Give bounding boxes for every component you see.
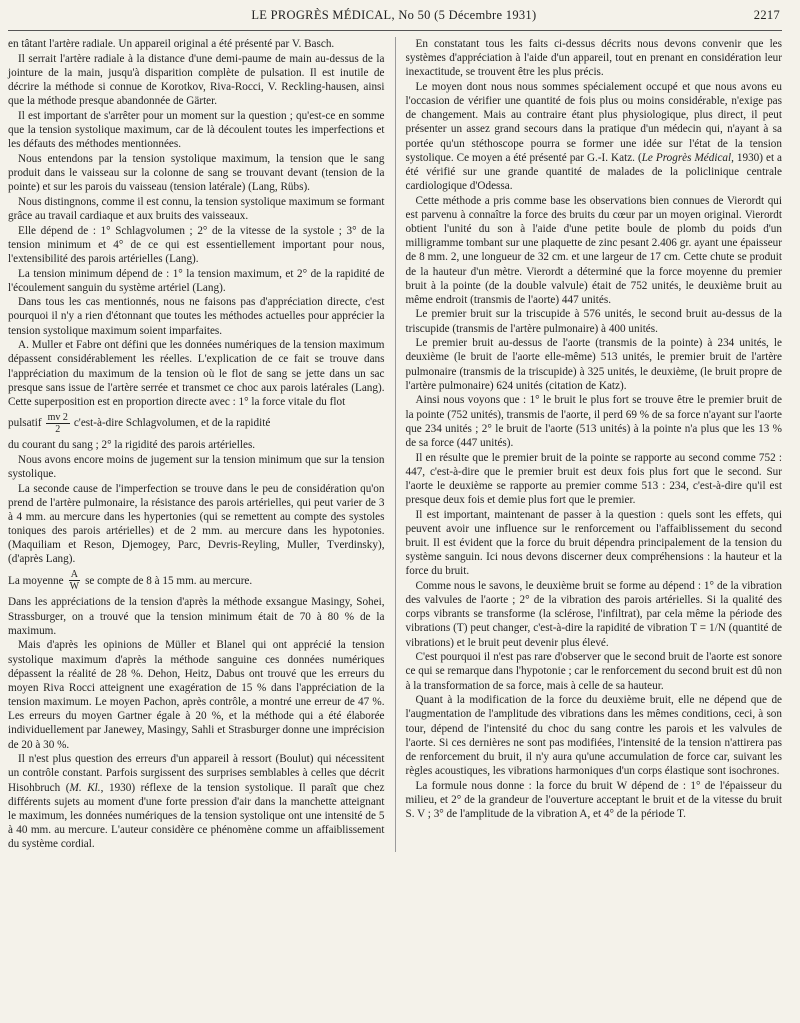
text-columns bbox=[8, 37, 782, 852]
fraction bbox=[46, 412, 70, 435]
paragraph: Ainsi nous voyons que : 1° le bruit le plus fort se trouve être le premier bruit de la pointe (752 unités), transmis de l'aorte, il perd 69 % de sa force n'ayant sur l'aorte que 234 unités ; 2° le bruit de l'aorte (513 unités) à la pointe n'a plus que les 13 % de sa force (447 unités). bbox=[405, 394, 782, 449]
paragraph: Quant à la modification de la force du deuxième bruit, elle ne dépend que de l'augmentation de l'amplitude des vibrations dans les mêmes conditions, ceci, à son tour, dépend de l'intensité du choc du sang contre les parois et les valvules de l'aorte. Si ces dernières ne sont pas modifiées, l'intensité de la tension n'attirera pas de renforcement du bruit, il n'y aura qu'une accumulation de force car, suivant les règles acoustiques, les vibrations harmoniques d'un corps élastique sont isochrones. bbox=[405, 694, 782, 777]
paragraph: Nous distingnons, comme il est connu, la tension systolique maximum se formant grâce au travail cardiaque et aux bruits des vaisseaux. bbox=[8, 195, 385, 222]
text-run: , 1930) réflexe de la tension systolique. Il paraît que chez différents sujets au moment d'une forte pression d'air dans la manchette atteignant le maximum, les données numériques de la tension systolique ont une intensité de 5 à 40 mm. au mercure. L'auteur considère ce phénomène comme un affaiblissement du système cordial. bbox=[8, 781, 385, 851]
formula-prefix: pulsatif bbox=[8, 417, 42, 430]
fraction bbox=[68, 569, 81, 592]
paragraph: C'est pourquoi il n'est pas rare d'observer que le second bruit de l'aorte est sonore ce qui se remarque dans l'hypotonie ; car le renforcement du second bruit est dû non à la transformation de sa force, mais à celle de sa hauteur. bbox=[405, 651, 782, 692]
paragraph: Il en résulte que le premier bruit de la pointe se rapporte au second comme 752 : 447, c'est-à-dire que le premier bruit est deux fois plus fort que le second. Sur l'aorte le deuxième se rapporte au premier comme 513 : 234, c'est-à-dire qu'il est presque deux fois et demie plus fort que le premier. bbox=[405, 451, 782, 506]
paragraph: Elle dépend de : 1° Schlagvolumen ; 2° de la vitesse de la systole ; 3° de la tension minimum et 4° de ce qui est essentiellement important pour nous, l'extensibilité des parois artérielles (Lang). bbox=[8, 224, 385, 265]
paragraph bbox=[8, 752, 385, 851]
running-header bbox=[8, 8, 782, 26]
citation-italic: Le Progrès Médical bbox=[641, 151, 732, 164]
paragraph: Le premier bruit au-dessus de l'aorte (transmis de la pointe) à 234 unités, le deuxième (le bruit de l'aorte elle-même) 513 unités, le premier bruit de l'artère pulmonaire (transmis de la triscupide) à 325 unités, le deuxième, (le bruit propre de l'artère pulmonaire) 624 unités (citation de Katz). bbox=[405, 337, 782, 392]
paragraph: en tâtant l'artère radiale. Un appareil original a été présenté par V. Basch. bbox=[8, 38, 335, 50]
fraction-denominator: W bbox=[69, 581, 80, 593]
paragraph: Il serrait l'artère radiale à la distance d'une demi-paume de main au-dessus de la jointure de la main, jusqu'à disparition complète de pulsation. Il est inutile de décrire la méthode si connue de Korotkov, Riva-Rocci, V. Reckling-hausen, ainsi que la méthode presque abandonnée de Gärter. bbox=[8, 52, 385, 108]
paragraph: Nous entendons par la tension systolique maximum, la tension que le sang produit dans le vaisseau sur la colonne de sang se trouvant devant (tension de la pointe) et sur les parois du vaisseau (tension latérale) (Lang, Rübs). bbox=[8, 152, 385, 194]
header-rule bbox=[8, 30, 782, 31]
paragraph: du courant du sang ; 2° la rigidité des parois artérielles. bbox=[8, 439, 256, 452]
left-column bbox=[8, 37, 385, 852]
paragraph: Dans tous les cas mentionnés, nous ne faisons pas d'appréciation directe, c'est pourquoi il n'y a rien d'étonnant que toutes les méthodes actuelles pour apprécier la tension systolique maximum soient imparfaites. bbox=[8, 296, 385, 337]
paragraph: Le premier bruit sur la triscupide à 576 unités, le second bruit au-dessus de la triscupide (transmis de l'artère pulmonaire) à 400 unités. bbox=[405, 308, 782, 335]
fraction-numerator: A bbox=[70, 569, 78, 581]
paragraph: Dans les appréciations de la tension d'après la méthode exsangue Masingy, Sohei, Strassburger, on a trouvé que la tension minimum était de 70 à 80 % de la maximum. bbox=[8, 596, 385, 637]
paragraph: Il est important, maintenant de passer à la question : quels sont les effets, qui peuvent avoir une influence sur le renforcement ou l'affaiblissement du second bruit. Il est évident que la force du bruit dépendra principalement de la tension du système sanguin. Ici nous devons discerner deux compréhensions : la hauteur et la force du bruit. bbox=[405, 508, 782, 578]
paragraph: Mais d'après les opinions de Müller et Blanel qui ont apprécié la tension systolique maximum d'après la méthode sanguine ces données numériques dépassent la réalité de 28 %. Dehon, Heitz, Dabus ont trouvé que les erreurs du moyen Riva Rocci atteignent une exagération de 15 % dans l'appréciation de la tension maximum. Le moyen Pachon, après contrôle, a montré une erreur de 47 %. Les erreurs du moyen Gartner égale à 20 %, et la méthode qui a été élaborée individuellement par Janewey, Masingy, Sahli et Strasburger donne une imprécision de 20 à 30 %. bbox=[8, 639, 385, 751]
page-number: 2217 bbox=[753, 8, 780, 22]
paragraph: La seconde cause de l'imperfection se trouve dans le peu de considération qu'on prend de l'artère pulmonaire, la résistance des parois artérielles, qui peut varier de 3 à 4 mm. au mercure dans les hypertonies (qui se remettent au compte des systoles toniques des parois artérielles) et de 2 mm. au mercure dans les hypotonies. (Maquiliam et Reson, Djemogey, Parc, Devris-Reyling, Muller, Tverdinsky), (d'après Lang). bbox=[8, 482, 385, 566]
citation-italic: M. Kl. bbox=[69, 781, 101, 794]
text-run: , 1930) et a été vérifié sur une grande quantité de malades de la policlinique centrale cardiologique d'Odessa. bbox=[405, 151, 782, 193]
paragraph: A. Muller et Fabre ont défini que les données numériques de la tension maximum dépassent considérablement les réelles. L'explication de ce fait se trouve dans l'appréciation du maximum de la tension où le flot de sang se jette dans un sac presque sans issue de l'artère serrée et transmet ce choc aux parois latérales (Lang). Cette superposition est en proportion directe avec : 1° la force vitale du flot bbox=[8, 339, 385, 408]
paragraph: La tension minimum dépend de : 1° la tension maximum, et 2° de la rapidité de l'écoulement sanguin du système artériel (Lang). bbox=[8, 267, 385, 294]
formula-moyenne bbox=[8, 569, 385, 592]
column-divider bbox=[395, 37, 396, 852]
paragraph: Comme nous le savons, le deuxième bruit se forme au dépend : 1° de la vibration des valvules de l'aorte ; 2° de la vibration des parois artérielles. Si la qualité des corps vibrants se transforme (la sclérose, l'infiltrat), par cela même la période des vibrations (T) peut changer, c'est-à-dire la rapidité de vibration T = 1/N (quantité de vibrations) et le bruit peut devenir plus élevé. bbox=[405, 579, 782, 649]
formula-pulsatif bbox=[8, 412, 385, 435]
journal-title: LE PROGRÈS MÉDICAL, No 50 (5 Décembre 1931) bbox=[251, 8, 537, 22]
paragraph: La formule nous donne : la force du bruit W dépend de : 1° de l'épaisseur du milieu, et 2° de la grandeur de l'ouverture acceptant le bruit et de la vitesse du bruit S. V ; 3° de l'amplitude de la vibration A, et 4° de la période T. bbox=[405, 779, 782, 820]
paragraph bbox=[406, 80, 783, 193]
fraction-denominator: 2 bbox=[55, 424, 61, 436]
paragraph: Nous avons encore moins de jugement sur la tension minimum que sur la tension systolique. bbox=[8, 453, 385, 480]
formula-prefix: La moyenne bbox=[8, 574, 64, 587]
formula-suffix: se compte de 8 à 15 mm. au mercure. bbox=[85, 574, 253, 587]
fraction-numerator: mv 2 bbox=[47, 412, 68, 424]
text-run: Il n'est plus question des erreurs d'un appareil à ressort (Boulut) qui nécessitent un contrôle constant. Parfois surgissent des surprises semblables à celles que décrit Hisohbruch ( bbox=[8, 753, 385, 794]
text-run: Le moyen dont nous nous sommes spécialement occupé et que nous avons eu l'occasion de vérifier une quantité de fois plus ou moins considérable, n'exige pas de changement. Mais au contraire étant plus physiologique, plus direct, il peut présenter un assez grand secours dans la pratique d'un médecin qui, n'ayant à sa portée qu'un stéthoscope pourra se former une idée sur l'état de la tension systolique. Ce moyen a été présenté par G.-I. Katz. ( bbox=[405, 80, 782, 164]
paragraph: En constatant tous les faits ci-dessus décrits nous devons convenir que les systèmes d'appréciation à l'aide d'un appareil, tout en prenant en considération leur inexactitude, se trouvent être les plus précis. bbox=[405, 38, 782, 79]
formula-suffix: c'est-à-dire Schlagvolumen, et de la rapidité bbox=[73, 417, 271, 430]
right-column bbox=[406, 37, 783, 852]
paragraph: Il est important de s'arrêter pour un moment sur la question ; qu'est-ce en somme que la tension systolique maximum, car de là découlent toutes les imperfections et les défauts des méthodes mentionnées. bbox=[8, 109, 385, 151]
paragraph: Cette méthode a pris comme base les observations bien connues de Vierordt qui est parvenu à connaître la force des bruits du cœur par un moyen original. Vierordt obtient l'unité du son à l'aide d'une petite boule de plomb du poids d'un milligramme tombant sur une plaquette de zinc pesant 2.406 gr. ayant une épaisseur de 8 mm. 2, une longueur de 32 cm. et une largeur de 17 cm. Cette chute se produit de la hauteur d'un mètre. Vierordt a déterminé que la force moyenne du premier bruit à la pointe (de la double valvule) était de 752 unités, le deuxième bruit au même endroit (transmis de l'aorte) 447 unités. bbox=[405, 194, 782, 306]
